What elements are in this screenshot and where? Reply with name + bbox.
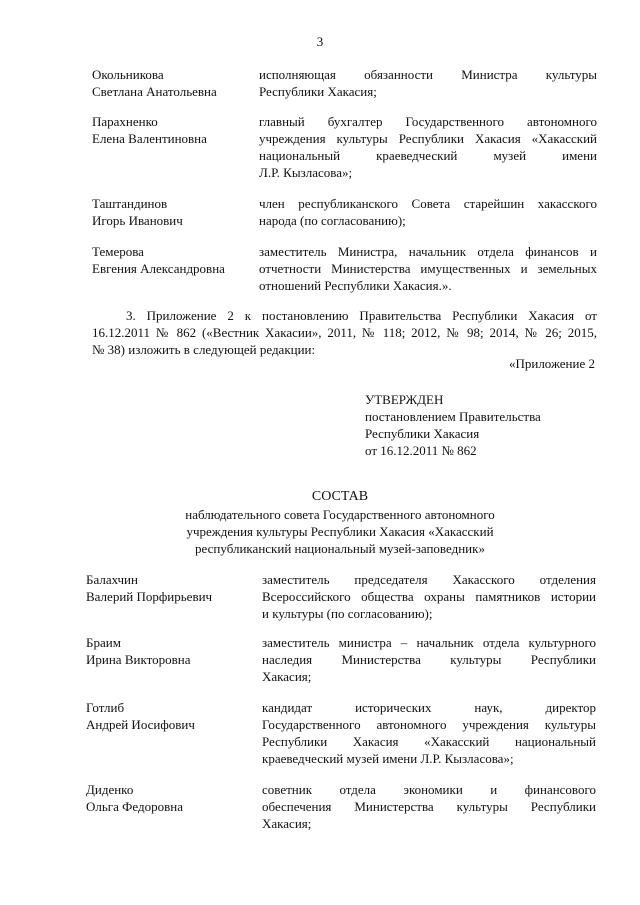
member-role: исполняющая обязанности Министра культуры Республики Хакасия;: [259, 67, 597, 99]
member-name: Балахчин Валерий Порфирьевич: [86, 572, 213, 604]
member-role: главный бухгалтер Государственного автономного учреждения культуры Республики Хакасия «Хакасский национальный краеведческий музей имени Л.Р. Кызласова»;: [259, 114, 597, 180]
member-role: кандидат исторических наук, директор Государственного автономного учреждения культуры Республики Хакасия «Хакасский национальный краеведческий музей имени Л.Р. Кызласова»;: [262, 700, 596, 766]
approval-block: УТВЕРЖДЕН постановлением Правительства Республики Хакасия от 16.12.2011 № 862: [365, 392, 541, 458]
page-number: 3: [316, 34, 324, 49]
heading-title: СОСТАВ: [311, 489, 369, 504]
member-name: Браим Ирина Викторовна: [86, 635, 191, 667]
section-heading: СОСТАВ наблюдательного совета Государственного автономного учреждения культуры Республики Хакасия «Хакасский республиканский национальный музей-заповедник»: [0, 488, 640, 557]
member-name: Темерова Евгения Александровна: [92, 244, 225, 276]
member-role: заместитель председателя Хакасского отделения Всероссийского общества охраны памятников истории и культуры (по согласованию);: [262, 572, 596, 621]
member-role: советник отдела экономики и финансового обеспечения Министерства культуры Республики Хакасия;: [262, 782, 596, 831]
member-name: Диденко Ольга Федоровна: [86, 782, 184, 814]
member-role: заместитель министра – начальник отдела культурного наследия Министерства культуры Республики Хакасия;: [262, 635, 596, 684]
member-role: член республиканского Совета старейшин хакасского народа (по согласованию);: [259, 196, 597, 228]
member-name: Таштандинов Игорь Иванович: [92, 196, 183, 228]
member-role: заместитель Министра, начальник отдела финансов и отчетности Министерства имущественных и земельных отношений Республики Хакасия.».: [259, 244, 597, 293]
member-name: Парахненко Елена Валентиновна: [92, 114, 207, 146]
amendment-paragraph: 3. Приложение 2 к постановлению Правительства Республики Хакасия от 16.12.2011 № 862 («Вестник Хакасии», 2011, № 118; 2012, № 98; 2014, № 26; 2015, № 38) изложить в следующей редакции:: [92, 308, 597, 357]
appendix-label: «Приложение 2: [508, 356, 595, 371]
member-name: Окольникова Светлана Анатольевна: [92, 67, 217, 99]
member-name: Готлиб Андрей Иосифович: [86, 700, 195, 732]
approval-title: УТВЕРЖДЕН: [365, 392, 444, 407]
